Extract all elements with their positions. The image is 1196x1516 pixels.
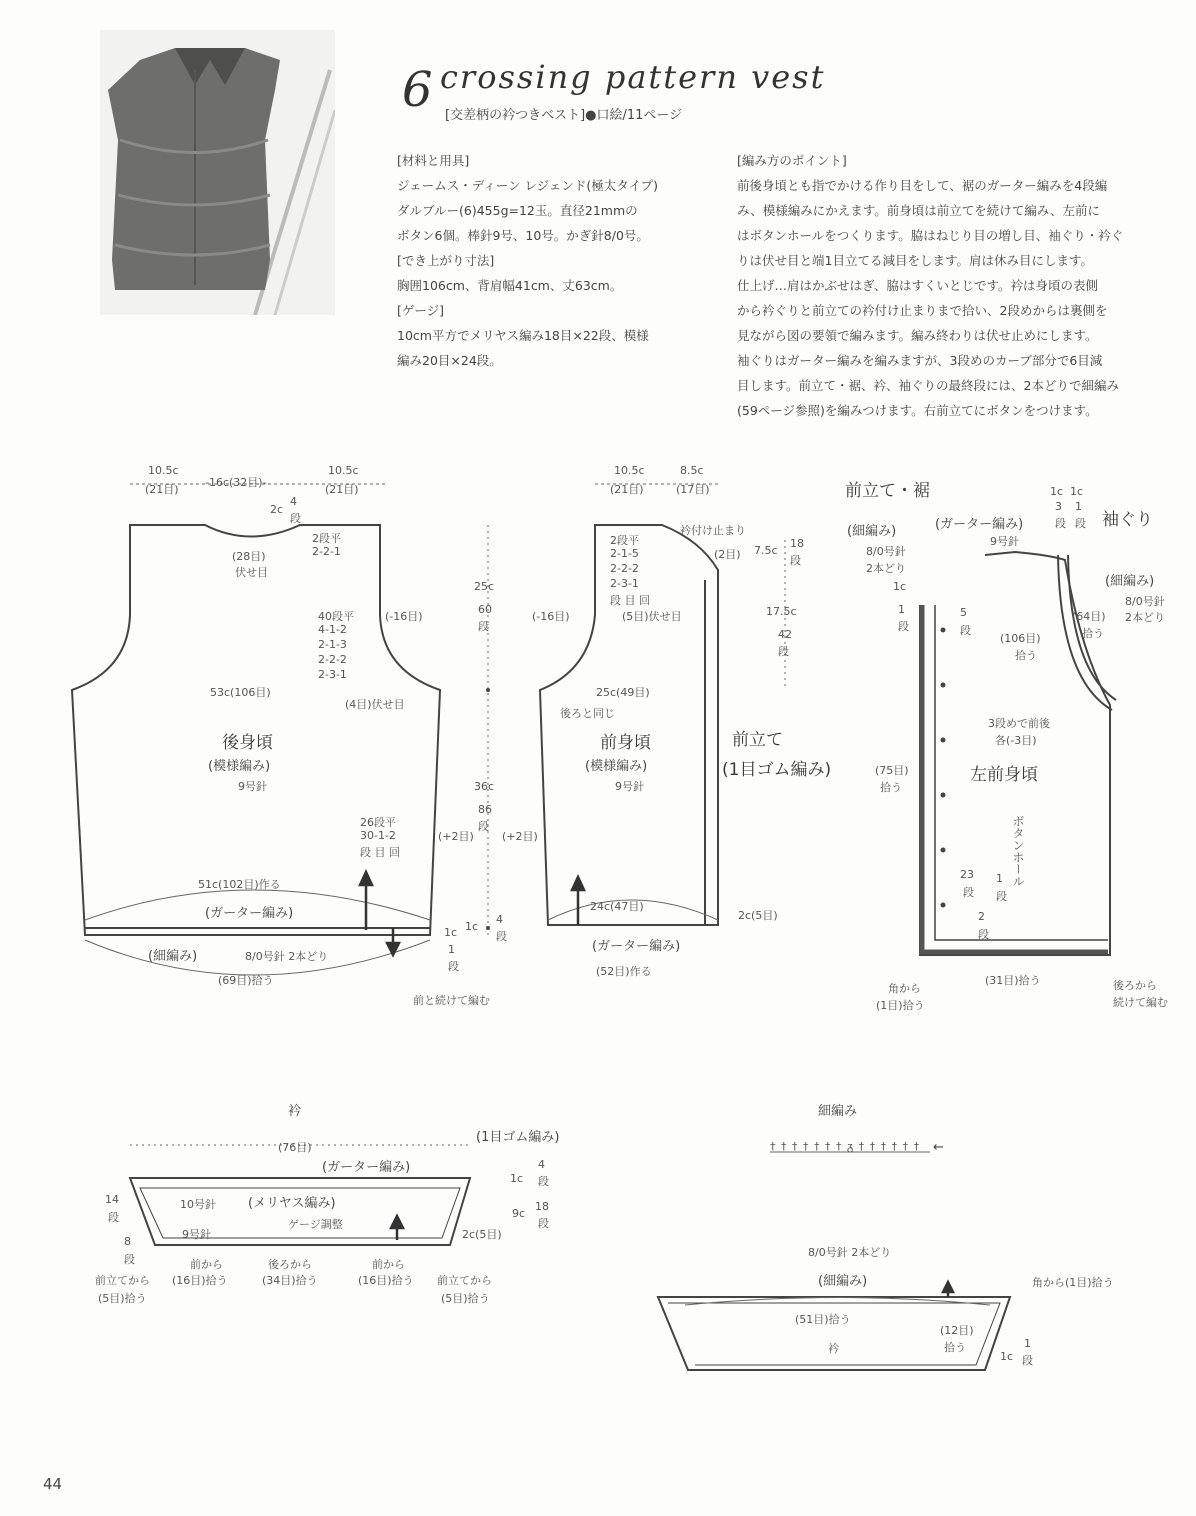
front-cast-on: (52目)作る bbox=[596, 965, 652, 978]
back-neck-rows-unit: 段 bbox=[290, 512, 301, 525]
collar-dim: 4 bbox=[538, 1158, 545, 1171]
crochet-collar: 衿 bbox=[828, 1342, 839, 1355]
points-line: 袖ぐりはガーター編みを編みますが、3段めのカーブ部分で6目減 bbox=[737, 353, 1103, 368]
points-line: りは伏せ目と端1目立てる減目をします。肩は休み目にします。 bbox=[737, 253, 1093, 268]
lf-garter: (ガーター編み) bbox=[935, 517, 1024, 532]
armhole-pickup: 拾う bbox=[1082, 627, 1104, 640]
lf-edge: 5 bbox=[960, 606, 967, 619]
front-neck-rule: 2-1-5 bbox=[610, 547, 639, 560]
crochet-pick12: (12目) bbox=[940, 1324, 974, 1337]
front-name: 前身頃 bbox=[600, 733, 651, 753]
collar-pick: 前から bbox=[190, 1258, 223, 1271]
armhole-pickup: (64目) bbox=[1072, 610, 1106, 623]
armhole-rule: 4-1-2 bbox=[318, 623, 347, 636]
collar-stockinette: (メリヤス編み) bbox=[248, 1196, 336, 1211]
front-dim: 17.5c bbox=[766, 605, 797, 618]
hem-height: 1c bbox=[465, 920, 479, 933]
buttonhole-label: ボタンホール bbox=[1011, 815, 1025, 887]
pattern-title: crossing pattern vest bbox=[440, 58, 826, 96]
gauge-line: 10cm平方でメリヤス編み18目×22段、模様 bbox=[397, 328, 649, 343]
pattern-subtitle: [交差柄の衿つきベスト]●口絵/11ページ bbox=[445, 108, 683, 123]
back-shoulder-width-right: 10.5c bbox=[328, 464, 359, 477]
collar-pick: (5目)拾う bbox=[441, 1292, 490, 1305]
collar-needle10: 10号針 bbox=[180, 1198, 216, 1211]
lf-edge: 段 bbox=[898, 620, 909, 633]
back-edge: 段 bbox=[448, 960, 459, 973]
back-shoulder-width: 10.5c bbox=[148, 464, 179, 477]
lf-top-mark: 1c bbox=[1070, 485, 1084, 498]
bh-num: 段 bbox=[996, 890, 1007, 903]
front-pattern: (模様編み) bbox=[585, 759, 648, 774]
materials-line: ジェームス・ディーン レジェンド(極太タイプ) bbox=[397, 178, 659, 193]
height-upper-rows: 60 bbox=[478, 603, 492, 616]
front-shoulder: 10.5c bbox=[614, 464, 645, 477]
bh-num: 段 bbox=[963, 886, 974, 899]
points-line: 見ながら図の要領で編みます。編み終わりは伏せ止めにします。 bbox=[737, 328, 1098, 343]
points-heading: [編み方のポイント] bbox=[737, 153, 847, 168]
collar-garter: (ガーター編み) bbox=[322, 1160, 411, 1175]
hem-rows: 4 bbox=[496, 913, 503, 926]
collar-rib: (1目ゴム編み) bbox=[476, 1130, 560, 1145]
front-neck-rule: 2段平 bbox=[610, 534, 639, 547]
back-crochet: (細編み) bbox=[148, 949, 198, 964]
hem-unit: 段 bbox=[496, 930, 507, 943]
front-garter: (ガーター編み) bbox=[592, 939, 681, 954]
materials-heading: [材料と用具] bbox=[397, 153, 470, 168]
back-neck-bind: (28目) bbox=[232, 550, 266, 563]
lf-top-mark: 1c bbox=[1050, 485, 1064, 498]
crochet-label: (細編み) bbox=[818, 1274, 868, 1289]
armhole-crochet: (細編み) bbox=[1105, 574, 1155, 589]
height-lower-rows: 86 bbox=[478, 803, 492, 816]
collar-rows: 14 bbox=[105, 1193, 119, 1206]
front-side-inc: (+2目) bbox=[502, 830, 538, 843]
collar-rows: 8 bbox=[124, 1235, 131, 1248]
armhole-crochet-strands: 2本どり bbox=[1125, 611, 1165, 624]
collar-dim: 1c bbox=[510, 1172, 524, 1185]
lf-edge: 段 bbox=[960, 624, 971, 637]
back-neck-bind-label: 伏せ目 bbox=[235, 566, 268, 579]
side-inc: (+2目) bbox=[438, 830, 474, 843]
height-lower-unit: 段 bbox=[478, 820, 489, 833]
back-cast-on: 51c(102目)作る bbox=[198, 878, 281, 891]
back-neck-depth: 2c bbox=[270, 503, 284, 516]
front-same-as-back: 後ろと同じ bbox=[560, 707, 615, 720]
front-neck-rule: 段 目 回 bbox=[610, 594, 650, 607]
front-dim: 18 bbox=[790, 537, 804, 550]
side-rule: 26段平 bbox=[360, 816, 396, 829]
bh-num: 1 bbox=[996, 872, 1003, 885]
lf-corner: (1目)拾う bbox=[876, 999, 925, 1012]
collar-pick: (34目)拾う bbox=[262, 1274, 318, 1287]
back-edge: 1 bbox=[448, 943, 455, 956]
collar-needle9: 9号針 bbox=[182, 1228, 211, 1241]
lf-crochet: (細編み) bbox=[847, 524, 897, 539]
lf-corner: 角から bbox=[888, 982, 921, 995]
collar-rows: 段 bbox=[108, 1211, 119, 1224]
lf-strands: 2本どり bbox=[866, 562, 906, 575]
side-rule: 段 目 回 bbox=[360, 846, 400, 859]
bh-num: 2 bbox=[978, 910, 985, 923]
bh-num: 23 bbox=[960, 868, 974, 881]
side-rule: 30-1-2 bbox=[360, 829, 396, 842]
crochet-edge: 1 bbox=[1024, 1337, 1031, 1350]
materials-line: ダルブルー(6)455g=12玉。直径21mmの bbox=[397, 203, 638, 218]
front-dim: 段 bbox=[790, 554, 801, 567]
front-neck-bind: (5目)伏せ目 bbox=[622, 610, 682, 623]
armhole-rule: 40段平 bbox=[318, 610, 354, 623]
armhole-dec: (-16目) bbox=[385, 610, 423, 623]
back-needle: 9号針 bbox=[238, 780, 267, 793]
armhole-rule: 2-3-1 bbox=[318, 668, 347, 681]
collar-stop: 衿付け止まり bbox=[680, 524, 746, 537]
collar-pick: (16目)拾う bbox=[358, 1274, 414, 1287]
armhole-pickup: (106目) bbox=[1000, 632, 1041, 645]
front-needle: 9号針 bbox=[615, 780, 644, 793]
crochet-direction-arrow: ← bbox=[933, 1140, 944, 1155]
back-edge: 1c bbox=[444, 926, 458, 939]
back-neck-width: -16c(32目)- bbox=[205, 476, 267, 489]
back-continue: 前と続けて編む bbox=[413, 994, 490, 1007]
collar-pick: 前立てから bbox=[437, 1274, 492, 1287]
collar-band-width: 2c(5目) bbox=[462, 1228, 502, 1241]
back-neck-rows: 4 bbox=[290, 495, 297, 508]
front-dim: 段 bbox=[778, 645, 789, 658]
back-pickup: (69目)拾う bbox=[218, 974, 274, 987]
lf-needle: 8/0号針 bbox=[866, 545, 906, 558]
front-two: (2目) bbox=[714, 548, 741, 561]
bh-num: 段 bbox=[978, 928, 989, 941]
armhole-rule: 2-1-3 bbox=[318, 638, 347, 651]
page-number: 44 bbox=[43, 1475, 63, 1493]
armhole-crochet-needle: 8/0号針 bbox=[1125, 595, 1165, 608]
crochet-pick51: (51目)拾う bbox=[795, 1313, 851, 1326]
collar-dim: 段 bbox=[538, 1175, 549, 1188]
collar-width: (76目) bbox=[278, 1141, 312, 1154]
crochet-pick12: 拾う bbox=[944, 1341, 966, 1354]
pattern-number: 6 bbox=[402, 62, 433, 118]
collar-title: 衿 bbox=[288, 1104, 302, 1119]
lf-continue: 続けて編む bbox=[1113, 996, 1168, 1009]
size-line: 胸囲106cm、背肩幅41cm、丈63cm。 bbox=[397, 278, 623, 293]
back-crochet-needle: 8/0号針 2本どり bbox=[245, 950, 329, 963]
lf-garter-needle: 9号針 bbox=[990, 535, 1019, 548]
armhole-dec-note: 各(-3目) bbox=[995, 734, 1037, 747]
points-line: から衿ぐりと前立ての衿付け止まりまで拾い、2段めからは裏側を bbox=[737, 303, 1108, 318]
gauge-line: 編み20目×24段。 bbox=[397, 353, 502, 368]
collar-dim: 18 bbox=[535, 1200, 549, 1213]
armhole-pickup: 拾う bbox=[1015, 649, 1037, 662]
front-neck: 8.5c bbox=[680, 464, 704, 477]
collar-pick: 後ろから bbox=[268, 1258, 312, 1271]
band-hem-title: 前立て・裾 bbox=[845, 481, 930, 501]
front-armhole-dec: (-16目) bbox=[532, 610, 570, 623]
front-bottom-width: 24c(47目) bbox=[590, 900, 644, 913]
height-upper: 25c bbox=[474, 580, 495, 593]
lf-top-mark: 段 bbox=[1075, 517, 1086, 530]
back-pattern: (模様編み) bbox=[208, 759, 271, 774]
collar-dim: 9c bbox=[512, 1207, 526, 1220]
lf-bottom-pick: (31目)拾う bbox=[985, 974, 1041, 987]
lf-top-mark: 3 bbox=[1055, 500, 1062, 513]
points-line: 前後身頃とも指でかける作り目をして、裾のガーター編みを4段編 bbox=[737, 178, 1108, 193]
front-dim: 7.5c bbox=[754, 544, 778, 557]
crochet-edge: 段 bbox=[1022, 1354, 1033, 1367]
collar-pick: 前立てから bbox=[95, 1274, 150, 1287]
lf-edge: 1c bbox=[893, 580, 907, 593]
height-lower: 36c bbox=[474, 780, 495, 793]
front-dim: 42 bbox=[778, 628, 792, 641]
lf-edge: 1 bbox=[898, 603, 905, 616]
crochet-title: 細編み bbox=[818, 1104, 858, 1119]
front-band-rib: (1目ゴム編み) bbox=[722, 760, 832, 780]
back-width: 53c(106目) bbox=[210, 686, 271, 699]
lf-top-mark: 段 bbox=[1055, 517, 1066, 530]
front-shoulder-stitches: (21目) bbox=[610, 483, 644, 496]
materials-line: ボタン6個。棒針9号、10号。かぎ針8/0号。 bbox=[397, 228, 649, 243]
points-line: み、模様編みにかえます。前身頃は前立てを続けて編み、左前に bbox=[737, 203, 1101, 218]
back-neck-rule: 2段平 bbox=[312, 532, 341, 545]
back-shoulder-stitches-right: (21目) bbox=[325, 483, 359, 496]
crochet-edge: 1c bbox=[1000, 1350, 1014, 1363]
collar-pick: 前から bbox=[372, 1258, 405, 1271]
collar-pick: (5目)拾う bbox=[98, 1292, 147, 1305]
front-width: 25c(49目) bbox=[596, 686, 650, 699]
lf-pick75: 拾う bbox=[880, 781, 902, 794]
crochet-needle: 8/0号針 2本どり bbox=[808, 1246, 892, 1259]
back-neck-rule: 2-2-1 bbox=[312, 545, 341, 558]
back-shoulder-stitches: (21目) bbox=[145, 483, 179, 496]
crochet-corner: 角から(1目)拾う bbox=[1032, 1276, 1114, 1289]
collar-pick: (16目)拾う bbox=[172, 1274, 228, 1287]
points-line: はボタンホールをつくります。脇はねじり目の増し目、袖ぐり・衿ぐ bbox=[737, 228, 1124, 243]
collar-rows: 段 bbox=[124, 1253, 135, 1266]
points-line: 目します。前立て・裾、衿、袖ぐりの最終段には、2本どりで細編み bbox=[737, 378, 1119, 393]
back-name: 後身頃 bbox=[222, 733, 273, 753]
armhole-title: 袖ぐり bbox=[1102, 510, 1153, 530]
front-neck-rule: 2-2-2 bbox=[610, 562, 639, 575]
points-line: (59ページ参照)を編みつけます。右前立てにボタンをつけます。 bbox=[737, 403, 1098, 418]
lf-pick75: (75目) bbox=[875, 764, 909, 777]
band-width: 2c(5目) bbox=[738, 909, 778, 922]
armhole-bind: (4目)伏せ目 bbox=[345, 698, 405, 711]
front-neck-rule: 2-3-1 bbox=[610, 577, 639, 590]
crochet-stitch-symbols: † † † † † † † ᵹ † † † † † † bbox=[770, 1140, 921, 1153]
armhole-dec-note: 3段めで前後 bbox=[988, 717, 1050, 730]
armhole-rule: 2-2-2 bbox=[318, 653, 347, 666]
front-neck-stitches: (17目) bbox=[676, 483, 710, 496]
left-front-name: 左前身頃 bbox=[970, 765, 1038, 785]
collar-gauge: ゲージ調整 bbox=[288, 1218, 343, 1231]
height-upper-unit: 段 bbox=[478, 620, 489, 633]
lf-top-mark: 1 bbox=[1075, 500, 1082, 513]
size-heading: [でき上がり寸法] bbox=[397, 253, 495, 268]
back-garter: (ガーター編み) bbox=[205, 906, 294, 921]
gauge-heading: [ゲージ] bbox=[397, 303, 445, 318]
collar-dim: 段 bbox=[538, 1217, 549, 1230]
lf-continue: 後ろから bbox=[1113, 979, 1157, 992]
points-line: 仕上げ…肩はかぶせはぎ、脇はすくいとじです。衿は身頃の表側 bbox=[737, 278, 1099, 293]
front-band: 前立て bbox=[732, 730, 783, 750]
